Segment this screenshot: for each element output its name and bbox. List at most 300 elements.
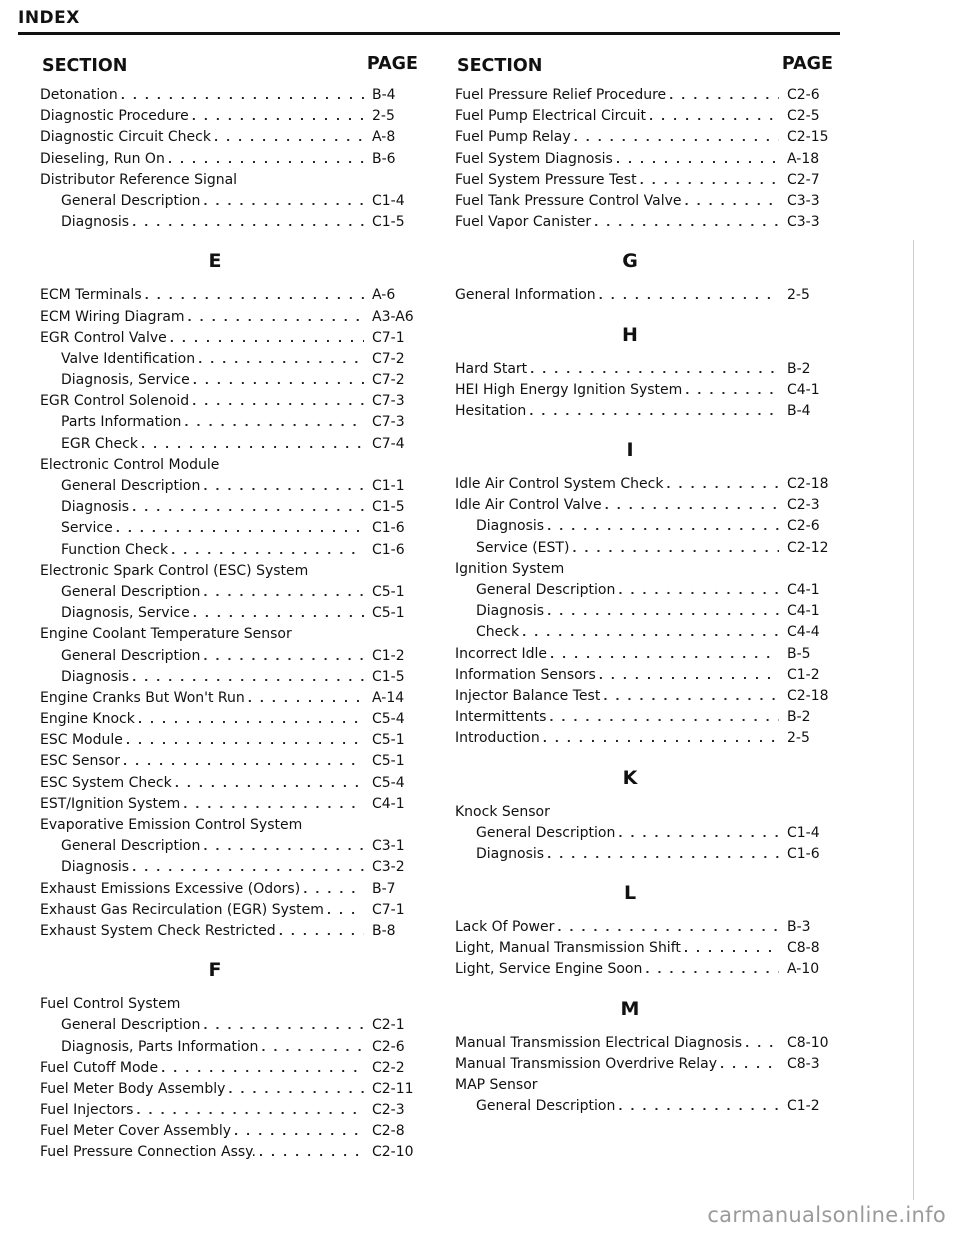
entry-page: C4-1 (787, 381, 820, 398)
entry-page: C1-6 (372, 541, 405, 558)
dot-leader (685, 195, 779, 208)
index-entry (455, 476, 835, 497)
entry-title: Light, Service Engine Soon (455, 961, 643, 978)
entry-title: Lack Of Power (455, 919, 555, 936)
index-column-right (455, 54, 835, 1119)
dot-leader (184, 416, 364, 429)
entry-title: Ignition System (455, 560, 565, 577)
entry-title: ESC Sensor (40, 753, 120, 770)
dot-leader (192, 395, 364, 408)
dot-leader (261, 1041, 364, 1054)
dot-leader (618, 1100, 779, 1113)
index-entry (40, 1123, 420, 1144)
dot-leader (279, 925, 364, 938)
index-entry (455, 1035, 835, 1056)
entry-title: EGR Control Valve (40, 329, 167, 346)
entry-page: C7-2 (372, 350, 405, 367)
entry-title: ECM Wiring Diagram (40, 308, 185, 325)
dot-leader (327, 904, 364, 917)
entry-title: General Description (61, 838, 201, 855)
column-header (455, 54, 835, 84)
index-entry (40, 753, 420, 774)
letter-heading: E (208, 250, 222, 273)
dot-leader (116, 522, 364, 535)
index-entry (40, 563, 420, 584)
index-entry (40, 648, 420, 669)
entry-page: A-18 (787, 150, 820, 167)
dot-leader (121, 89, 364, 102)
entry-title: Fuel Meter Body Assembly (40, 1080, 226, 1097)
dot-leader (547, 848, 779, 861)
entry-page: C2-15 (787, 129, 829, 146)
entry-title: Evaporative Emission Control System (40, 817, 303, 833)
dot-leader (203, 195, 364, 208)
entry-title: Engine Coolant Temperature Sensor (40, 626, 292, 643)
index-entry (40, 309, 420, 330)
dot-leader (203, 840, 364, 853)
index-entry (455, 667, 835, 688)
dot-leader (599, 669, 779, 682)
dot-leader (198, 353, 364, 366)
letter-heading: M (620, 997, 640, 1020)
dot-leader (214, 131, 364, 144)
dot-leader (132, 861, 364, 874)
entry-title: Valve Identification (61, 350, 196, 367)
index-entry (40, 605, 420, 626)
section-header-label: SECTION (457, 56, 543, 76)
entry-title: Fuel Pressure Relief Procedure (455, 87, 667, 103)
entry-page: C2-12 (787, 539, 829, 556)
entry-page: C4-1 (372, 795, 405, 812)
index-entry (455, 1056, 835, 1077)
entry-page: C5-1 (372, 753, 405, 770)
entry-title: EST/Ignition System (40, 795, 181, 812)
title-rule (18, 32, 840, 35)
index-entry (40, 151, 420, 172)
entry-page: A-8 (372, 129, 396, 146)
entry-title: General Description (476, 582, 616, 598)
entry-title: Diagnosis, Service (61, 372, 190, 389)
entry-page: C5-1 (372, 605, 405, 622)
entry-page: 2-5 (787, 730, 810, 747)
entry-title: General Description (61, 1017, 201, 1034)
entry-page: C1-2 (787, 666, 820, 683)
index-entry (40, 923, 420, 944)
dot-leader (599, 289, 779, 302)
index-entry (40, 1017, 420, 1038)
dot-leader (529, 405, 779, 418)
index-entry (455, 403, 835, 424)
index-entry (40, 436, 420, 457)
entry-page: C1-5 (372, 668, 405, 685)
dot-leader (192, 110, 364, 123)
entry-page: C1-1 (372, 478, 405, 494)
watermark: carmanualsonline.info (707, 1203, 946, 1227)
entry-page: C1-6 (372, 520, 405, 537)
dot-leader (170, 332, 364, 345)
dot-leader (203, 1019, 364, 1032)
entry-page: C2-11 (372, 1080, 414, 1097)
entry-title: Fuel Vapor Canister (455, 214, 592, 231)
index-entry (455, 919, 835, 940)
dot-leader (557, 921, 779, 934)
index-entry (455, 846, 835, 867)
dot-leader (203, 586, 364, 599)
dot-leader (603, 690, 779, 703)
dot-leader (168, 153, 364, 166)
entry-page: C2-1 (372, 1017, 405, 1034)
letter-heading: G (622, 250, 638, 273)
index-entry (455, 940, 835, 961)
dot-leader (522, 626, 779, 639)
entry-page: A3-A6 (372, 308, 414, 325)
entry-page: C4-1 (787, 603, 820, 620)
entry-title: Hard Start (455, 360, 528, 377)
dot-leader (303, 883, 364, 896)
index-entry (40, 711, 420, 732)
index-entry (40, 859, 420, 880)
dot-leader (616, 153, 779, 166)
entry-title: Fuel Injectors (40, 1102, 134, 1119)
entry-page: C2-6 (787, 87, 820, 103)
entry-title: Electronic Control Module (40, 456, 220, 473)
entry-title: Diagnosis (476, 603, 545, 620)
entry-title: General Description (61, 478, 201, 494)
section-header-label: SECTION (42, 56, 128, 76)
entry-title: Engine Knock (40, 711, 135, 728)
entry-page: C7-1 (372, 329, 405, 346)
entry-title: General Description (61, 583, 201, 600)
entry-page: C5-4 (372, 774, 405, 791)
dot-leader (193, 607, 364, 620)
index-entry (455, 709, 835, 730)
margin-line (913, 240, 914, 1200)
entry-page: C7-1 (372, 901, 405, 918)
index-entry (455, 497, 835, 518)
entry-title: Check (476, 624, 520, 641)
entry-title: Parts Information (61, 414, 182, 431)
entry-page: C1-5 (372, 499, 405, 516)
entry-page: B-5 (787, 645, 811, 662)
index-entry (40, 108, 420, 129)
page-title: INDEX (18, 8, 80, 28)
entry-page: C2-7 (787, 171, 820, 188)
index-entry (40, 542, 420, 563)
entry-page: C3-3 (787, 214, 820, 231)
dot-leader (605, 499, 779, 512)
index-entry (455, 646, 835, 667)
index-entry (455, 172, 835, 193)
dot-leader (669, 89, 779, 102)
entry-page: C2-10 (372, 1144, 414, 1161)
index-entry (40, 690, 420, 711)
index-entry (40, 499, 420, 520)
entry-title: Manual Transmission Electrical Diagnosis (455, 1034, 743, 1051)
dot-leader (132, 216, 364, 229)
entry-page: C2-5 (787, 108, 820, 125)
entry-page: C1-2 (372, 647, 405, 664)
entry-page: B-4 (787, 402, 811, 419)
index-entry (40, 1060, 420, 1081)
dot-leader (549, 711, 779, 724)
index-entry (455, 108, 835, 129)
index-entry (455, 961, 835, 982)
entry-page: A-6 (372, 287, 396, 304)
entry-page: C8-10 (787, 1034, 829, 1051)
index-entry (40, 902, 420, 923)
entry-title: Fuel Meter Cover Assembly (40, 1123, 232, 1140)
dot-leader (145, 289, 364, 302)
index-entry (40, 414, 420, 435)
index-column-left (40, 54, 420, 1166)
entry-title: Information Sensors (455, 666, 596, 683)
entry-page: C8-8 (787, 940, 820, 957)
dot-leader (259, 1146, 364, 1159)
index-entry (455, 287, 835, 308)
entry-title: ESC System Check (40, 774, 172, 791)
entry-title: Light, Manual Transmission Shift (455, 940, 681, 957)
index-entry (455, 361, 835, 382)
entry-title: Exhaust Emissions Excessive (Odors) (40, 880, 301, 897)
entry-page: B-6 (372, 150, 396, 167)
entry-page: C2-3 (787, 497, 820, 514)
index-entry (455, 129, 835, 150)
index-entry (455, 688, 835, 709)
entry-title: Diagnosis (61, 668, 130, 685)
entry-title: General Description (476, 824, 616, 841)
dot-leader (618, 584, 779, 597)
entry-page: C1-4 (787, 824, 820, 841)
index-entry (455, 151, 835, 172)
entry-page: C3-1 (372, 838, 405, 855)
index-entry (455, 582, 835, 603)
index-entry (40, 669, 420, 690)
entry-page: C2-3 (372, 1102, 405, 1119)
entry-page: B-2 (787, 709, 811, 726)
entry-page: C5-1 (372, 583, 405, 600)
entry-page: C1-6 (787, 845, 820, 862)
entry-title: Fuel System Diagnosis (455, 150, 613, 167)
entry-title: Diagnosis (61, 499, 130, 516)
index-entry (40, 478, 420, 499)
entry-title: Service (61, 520, 113, 537)
index-entry (455, 87, 835, 108)
index-entry (40, 172, 420, 193)
index-entry (40, 732, 420, 753)
entry-title: Injector Balance Test (455, 687, 601, 704)
dot-leader (530, 363, 779, 376)
entry-page: B-4 (372, 87, 396, 103)
entry-page: C2-8 (372, 1123, 405, 1140)
entry-page: C7-4 (372, 435, 405, 452)
entry-page: C1-4 (372, 192, 405, 209)
entry-title: General Information (455, 287, 596, 304)
index-entry (455, 603, 835, 624)
dot-leader (193, 374, 364, 387)
index-entry (40, 881, 420, 902)
index-entries (40, 87, 420, 1166)
entry-title: Hesitation (455, 402, 527, 419)
index-entry (40, 129, 420, 150)
dot-leader (720, 1058, 779, 1071)
entry-page: C3-3 (787, 192, 820, 209)
entry-title: Fuel Pressure Connection Assy. (40, 1144, 256, 1161)
entry-page: C7-2 (372, 372, 405, 389)
dot-leader (203, 480, 364, 493)
index-entry (40, 287, 420, 308)
entry-title: EGR Control Solenoid (40, 393, 190, 410)
entry-title: ESC Module (40, 732, 123, 749)
dot-leader (203, 650, 364, 663)
letter-heading: K (622, 766, 638, 789)
entry-page: 2-5 (787, 287, 810, 304)
index-entry (455, 804, 835, 825)
dot-leader (547, 520, 779, 533)
index-entry (40, 1081, 420, 1102)
dot-leader (685, 384, 779, 397)
index-entry (40, 214, 420, 235)
entry-page: A-10 (787, 961, 820, 978)
entry-page: B-8 (372, 922, 396, 939)
entry-page: C2-6 (787, 518, 820, 535)
entry-title: Intermittents (455, 709, 547, 726)
entry-title: Diagnostic Circuit Check (40, 129, 211, 146)
entry-title: HEI High Energy Ignition System (455, 381, 683, 398)
entry-page: C2-6 (372, 1038, 405, 1055)
entry-title: Idle Air Control Valve (455, 497, 602, 514)
entry-page: C4-4 (787, 624, 820, 641)
entry-title: Diagnostic Procedure (40, 108, 189, 125)
dot-leader (572, 542, 779, 555)
dot-leader (228, 1083, 364, 1096)
entry-title: Idle Air Control System Check (455, 476, 664, 493)
letter-heading: F (208, 959, 222, 982)
dot-leader (745, 1037, 779, 1050)
dot-leader (188, 311, 364, 324)
dot-leader (574, 131, 779, 144)
index-entry (455, 214, 835, 235)
index-entry (455, 624, 835, 645)
dot-leader (161, 1062, 364, 1075)
index-entry (40, 457, 420, 478)
index-entry (40, 193, 420, 214)
index-entry (40, 817, 420, 838)
index-entry (40, 372, 420, 393)
dot-leader (649, 110, 779, 123)
index-entry (40, 996, 420, 1017)
dot-leader (136, 1104, 364, 1117)
index-entry (455, 561, 835, 582)
index-entry (40, 1102, 420, 1123)
dot-leader (594, 216, 779, 229)
index-entry (455, 518, 835, 539)
index-entry (455, 1098, 835, 1119)
index-entry (455, 382, 835, 403)
entry-title: Diagnosis (476, 845, 545, 862)
entry-page: C7-3 (372, 393, 405, 410)
entry-page: C5-1 (372, 732, 405, 749)
index-entry (40, 775, 420, 796)
entry-page: C8-3 (787, 1055, 820, 1072)
index-entry (40, 520, 420, 541)
entry-title: Exhaust System Check Restricted (40, 922, 276, 939)
dot-leader (138, 713, 364, 726)
index-entry (40, 838, 420, 859)
dot-leader (171, 544, 364, 557)
entry-title: General Description (61, 192, 201, 209)
entry-title: Fuel Pump Electrical Circuit (455, 108, 647, 125)
entry-title: Exhaust Gas Recirculation (EGR) System (40, 901, 324, 918)
entry-title: EGR Check (61, 435, 138, 452)
dot-leader (132, 501, 364, 514)
entry-title: Incorrect Idle (455, 645, 547, 662)
entry-title: Dieseling, Run On (40, 150, 165, 167)
entry-page: B-3 (787, 919, 811, 936)
dot-leader (666, 478, 779, 491)
dot-leader (175, 777, 364, 790)
entry-title: Engine Cranks But Won't Run (40, 689, 245, 706)
index-entry (40, 393, 420, 414)
entry-page: C2-18 (787, 476, 829, 493)
entry-page: C5-4 (372, 711, 405, 728)
index-entry (40, 351, 420, 372)
index-entry (40, 796, 420, 817)
index-entry (455, 193, 835, 214)
index-entry (40, 330, 420, 351)
dot-leader (684, 942, 779, 955)
entry-page: C4-1 (787, 582, 820, 598)
letter-heading: H (622, 323, 638, 346)
dot-leader (234, 1125, 364, 1138)
index-entry (40, 1144, 420, 1165)
entry-title: Service (EST) (476, 539, 570, 556)
index-entry (455, 825, 835, 846)
entry-page: C2-2 (372, 1059, 405, 1076)
entry-page: C7-3 (372, 414, 405, 431)
dot-leader (132, 671, 364, 684)
dot-leader (645, 963, 779, 976)
entry-title: Detonation (40, 87, 118, 103)
column-header (40, 54, 420, 84)
entry-title: General Description (61, 647, 201, 664)
entry-page: 2-5 (372, 108, 395, 125)
entry-title: Diagnosis, Parts Information (61, 1038, 259, 1055)
entry-page: C3-2 (372, 859, 405, 876)
entry-title: Electronic Spark Control (ESC) System (40, 562, 309, 579)
entry-title: Fuel Control System (40, 996, 181, 1013)
entry-page: B-2 (787, 360, 811, 377)
dot-leader (547, 605, 779, 618)
dot-leader (248, 692, 364, 705)
entry-page: A-14 (372, 689, 405, 706)
entry-title: MAP Sensor (455, 1077, 538, 1093)
entry-title: ECM Terminals (40, 287, 142, 304)
entry-page: C1-5 (372, 214, 405, 231)
entry-title: Introduction (455, 730, 540, 747)
entry-title: Function Check (61, 541, 169, 558)
dot-leader (618, 827, 779, 840)
entry-page: C2-18 (787, 687, 829, 704)
index-entries (455, 87, 835, 1119)
dot-leader (126, 734, 364, 747)
index-entry (455, 730, 835, 751)
entry-title: Knock Sensor (455, 803, 550, 820)
entry-title: Diagnosis (61, 859, 130, 876)
entry-title: Diagnosis (476, 518, 545, 535)
dot-leader (550, 648, 779, 661)
dot-leader (543, 732, 779, 745)
page-header-label: PAGE (366, 54, 418, 74)
